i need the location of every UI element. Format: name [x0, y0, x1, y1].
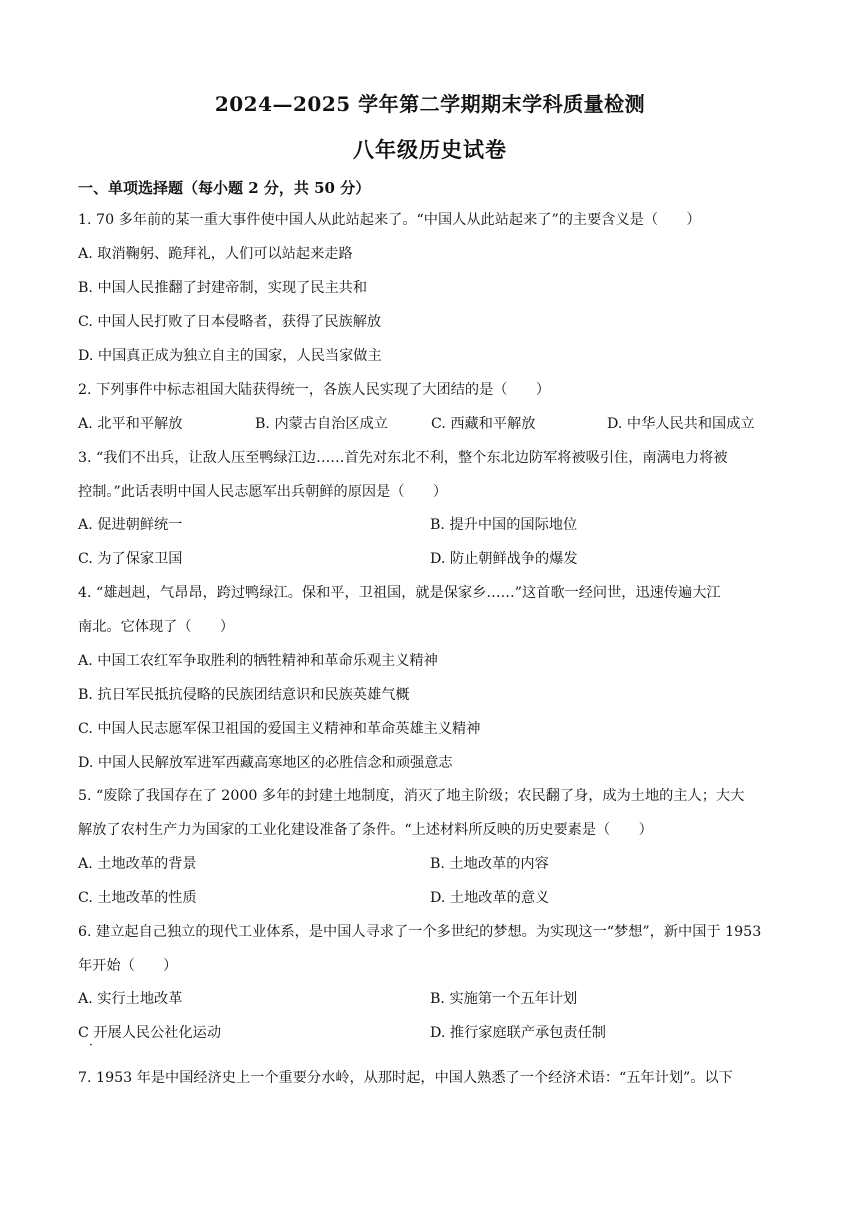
question-1-stem: 1. 70 多年前的某一重大事件使中国人从此站起来了。“中国人从此站起来了”的主要含义是（ ）: [78, 212, 701, 228]
question-2-option-b: B. 内蒙古自治区成立: [255, 416, 388, 432]
question-5-option-b: B. 土地改革的内容: [430, 856, 549, 872]
question-4-option-a: A. 中国工农红军争取胜利的牺牲精神和革命乐观主义精神: [78, 653, 438, 669]
question-3-option-b: B. 提升中国的国际地位: [430, 517, 578, 533]
question-3-stem-line-1: 3. “我们不出兵，让敌人压至鸭绿江边……首先对东北不利，整个东北边防军将被吸引住，南满电力将被: [78, 450, 728, 466]
question-3-option-c: C. 为了保家卫国: [78, 551, 183, 567]
section-title: 一、单项选择题（每小题 2 分，共 50 分）: [78, 179, 371, 197]
question-2-stem: 2. 下列事件中标志祖国大陆获得统一，各族人民实现了大团结的是（ ）: [78, 382, 551, 398]
question-1-option-a: A. 取消鞠躬、跪拜礼，人们可以站起来走路: [78, 246, 353, 262]
question-5-option-a: A. 土地改革的背景: [78, 856, 197, 872]
question-1-option-b: B. 中国人民推翻了封建帝制，实现了民主共和: [78, 280, 368, 296]
question-5-stem-line-1: 5. “废除了我国存在了 2000 多年的封建土地制度，消灭了地主阶级；农民翻了身，成为土地的主人；大大: [78, 788, 745, 804]
question-3-option-d: D. 防止朝鲜战争的爆发: [430, 551, 578, 567]
question-5-option-c: C. 土地改革的性质: [78, 890, 197, 906]
question-1-option-c: C. 中国人民打败了日本侵略者，获得了民族解放: [78, 314, 382, 330]
question-5-option-d: D. 土地改革的意义: [430, 890, 550, 906]
question-2-option-a: A. 北平和平解放: [78, 416, 183, 432]
question-5-stem-line-2: 解放了农村生产力为国家的工业化建设准备了条件。“上述材料所反映的历史要素是（ ）: [78, 822, 653, 838]
question-6-option-b: B. 实施第一个五年计划: [430, 991, 578, 1007]
question-4-stem-line-2: 南北。它体现了（ ）: [78, 619, 235, 635]
question-2-option-c: C. 西藏和平解放: [431, 416, 536, 432]
question-2-option-d: D. 中华人民共和国成立: [607, 416, 755, 432]
question-1-option-d: D. 中国真正成为独立自主的国家，人民当家做主: [78, 348, 382, 364]
question-6-option-a: A. 实行土地改革: [78, 991, 183, 1007]
question-6-stem-line-2: 年开始（ ）: [78, 958, 178, 974]
question-4-option-c: C. 中国人民志愿军保卫祖国的爱国主义精神和革命英雄主义精神: [78, 721, 481, 737]
question-3-option-a: A. 促进朝鲜统一: [78, 517, 183, 533]
exam-subtitle: 八年级历史试卷: [353, 137, 507, 162]
question-7-stem-line-1: 7. 1953 年是中国经济史上一个重要分水岭，从那时起，中国人熟悉了一个经济术语：“五年计划”。以下: [78, 1070, 733, 1086]
stray-dot-mark: ·: [89, 1038, 93, 1052]
question-6-option-c: C 开展人民公社化运动: [78, 1025, 222, 1041]
question-6-stem-line-1: 6. 建立起自己独立的现代工业体系，是中国人寻求了一个多世纪的梦想。为实现这一“梦想”，新中国于 1953: [78, 924, 762, 940]
question-4-option-d: D. 中国人民解放军进军西藏高寒地区的必胜信念和顽强意志: [78, 755, 453, 771]
question-6-option-d: D. 推行家庭联产承包责任制: [430, 1025, 606, 1041]
exam-title: 2024—2025 学年第二学期期末学科质量检测: [214, 92, 646, 116]
question-4-stem-line-1: 4. “雄赳赳，气昂昂，跨过鸭绿江。保和平，卫祖国，就是保家乡……”这首歌一经问世，迅速传遍大江: [78, 585, 721, 601]
question-4-option-b: B. 抗日军民抵抗侵略的民族团结意识和民族英雄气概: [78, 687, 410, 703]
question-3-stem-line-2: 控制。”此话表明中国人民志愿军出兵朝鲜的原因是（ ）: [78, 484, 448, 500]
